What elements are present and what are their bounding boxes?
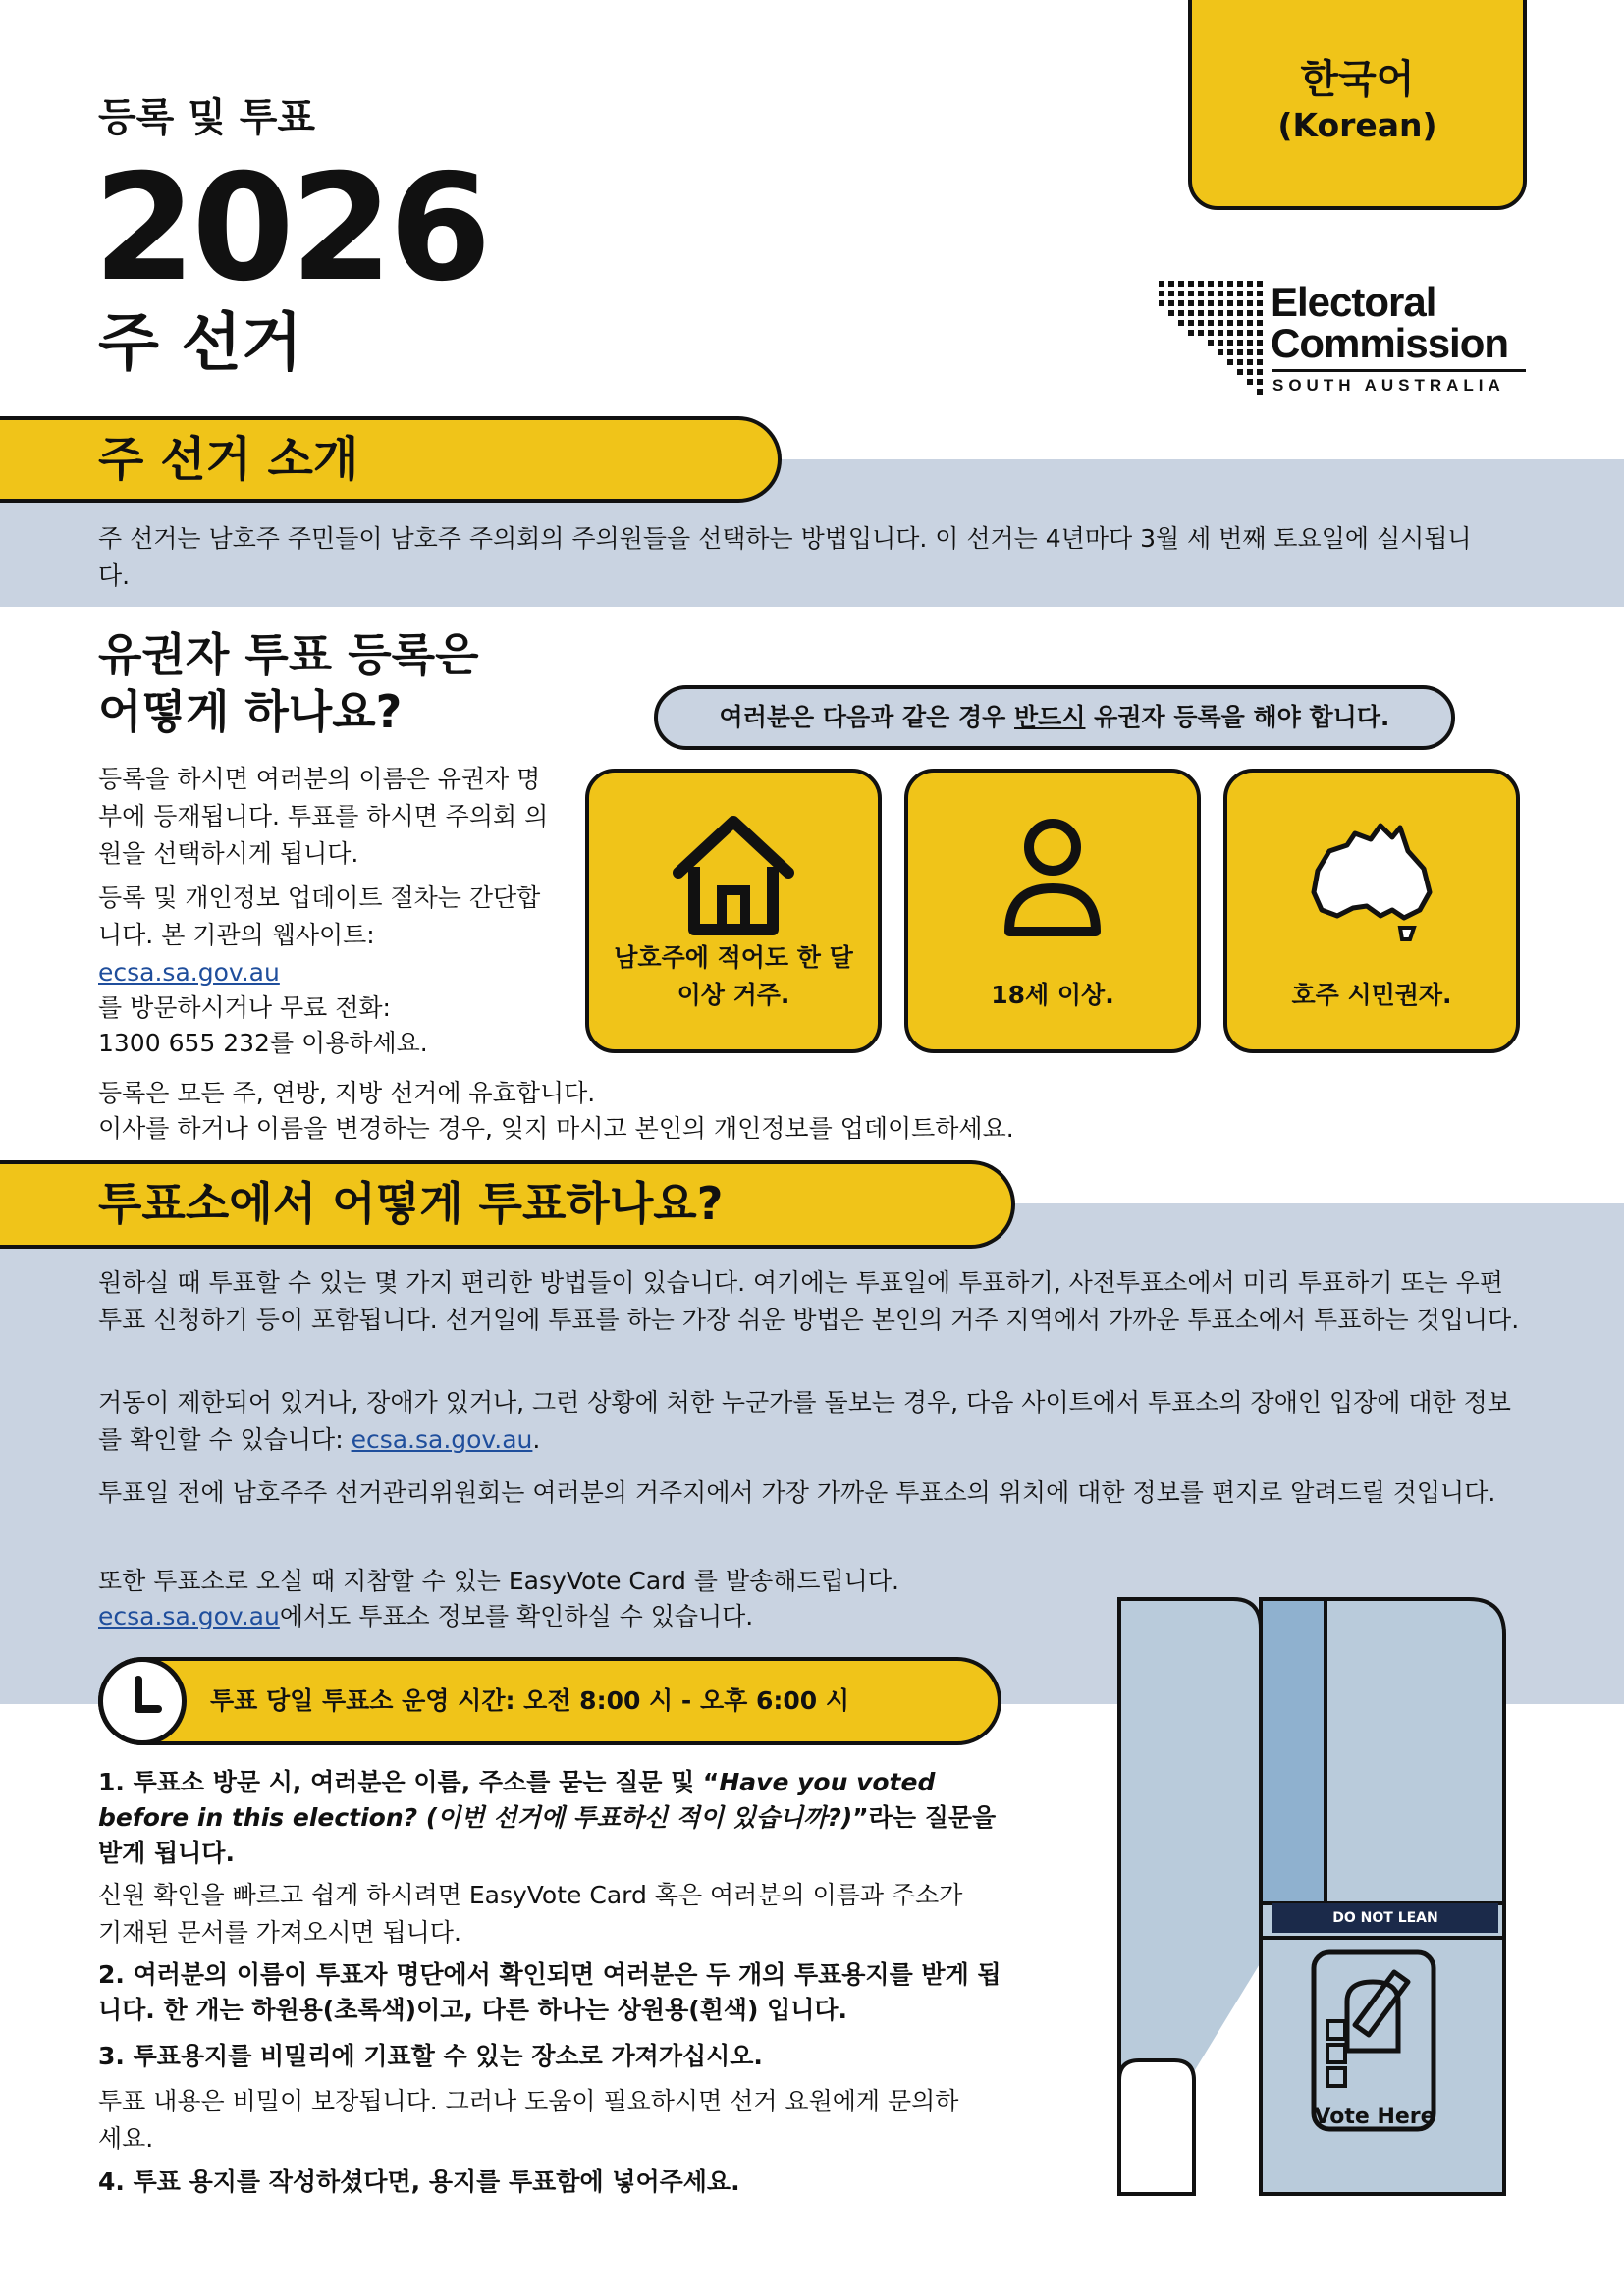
ecsa-website-link[interactable]: ecsa.sa.gov.au	[98, 958, 280, 987]
australia-map-icon	[1298, 812, 1445, 949]
must-enrol-banner	[654, 685, 1455, 750]
enrol-para2: 등록 및 개인정보 업데이트 절차는 간단합니다. 본 기관의 웹사이트:	[98, 883, 541, 949]
must-enrol-emphasis: 반드시	[1014, 703, 1086, 731]
criteria-card-residence	[585, 769, 882, 1053]
vote-para4-text: 에서도 투표소 정보를 확인하실 수 있습니다.	[279, 1602, 754, 1630]
must-enrol-suffix: 유권자 등록을 해야 합니다.	[1085, 703, 1390, 731]
vote-para4a: 또한 투표소로 오실 때 지참할 수 있는 EasyVote Card 를 발송해드립니다.	[98, 1567, 899, 1595]
logo-line1: Electoral	[1271, 279, 1436, 325]
vote-heading: 투표소에서 어떻게 투표하나요?	[98, 1177, 724, 1230]
language-badge	[1188, 0, 1527, 210]
booth-sign: DO NOT LEAN	[1332, 1910, 1438, 1926]
vote-para1: 원하실 때 투표할 수 있는 몇 가지 편리한 방법들이 있습니다. 여기에는 투표일에 투표하기, 사전투표소에서 미리 투표하기 또는 우편 투표 신청하기 등이 포함됩니다. 선거일에 투표를 하는 가장 쉬운 방법은 본인의 거주 지역에서 가까운 투표소에서 투표하는 것입니다.	[98, 1268, 1520, 1334]
page-title-year: 2026	[93, 143, 488, 314]
enrol-heading-line1: 유권자 투표 등록은	[98, 628, 479, 681]
step-1-lead: 1. 투표소 방문 시, 여러분은 이름, 주소를 묻는 질문 및 “	[98, 1768, 720, 1796]
enrol-heading-line2: 어떻게 하나요?	[98, 685, 403, 738]
must-enrol-prefix: 여러분은 다음과 같은 경우	[719, 703, 1015, 731]
step-1	[98, 1765, 1021, 1871]
polling-hours: 투표 당일 투표소 운영 시간: 오전 8:00 시 - 오후 6:00 시	[210, 1686, 850, 1715]
logo-line2: Commission	[1271, 320, 1509, 366]
booth-label: Vote Here	[1314, 2105, 1435, 2129]
person-icon	[994, 812, 1111, 939]
vote-para4b	[98, 1598, 1178, 1635]
clock-icon	[98, 1657, 187, 1745]
vote-para3: 투표일 전에 남호주주 선거관리위원회는 여러분의 거주지에서 가장 가까운 투표소의 위치에 대한 정보를 편지로 알려드릴 것입니다.	[98, 1478, 1496, 1507]
enrol-para4a: 등록은 모든 주, 연방, 지방 선거에 유효합니다.	[98, 1079, 596, 1107]
step-3-body: 투표 내용은 비밀이 보장됩니다. 그러나 도움이 필요하시면 선거 요원에게 문의하세요.	[98, 2087, 959, 2153]
logo-line3: SOUTH AUSTRALIA	[1272, 376, 1505, 395]
logo-rule	[1272, 369, 1526, 372]
criteria-card-age	[904, 769, 1201, 1053]
ecsa-logo	[1159, 281, 1532, 399]
criteria-label-residence: 남호주에 적어도 한 달 이상 거주.	[614, 943, 853, 1009]
logo-dot-grid-icon	[1159, 281, 1267, 395]
step-1-body: 신원 확인을 빠르고 쉽게 하시려면 EasyVote Card 혹은 여러분의 이름과 주소가 기재된 문서를 가져오시면 됩니다.	[98, 1881, 963, 1947]
step-1-question: Have you voted before in this election? (이번 선거에 투표하신 적이 있습니까?)	[98, 1768, 936, 1832]
intro-heading: 주 선거 소개	[98, 432, 359, 487]
language-english: (Korean)	[1277, 106, 1437, 144]
vote-para4-link[interactable]: ecsa.sa.gov.au	[98, 1602, 280, 1630]
step-3: 3. 투표용지를 비밀리에 기표할 수 있는 장소로 가져가십시오.	[98, 2042, 763, 2070]
house-icon	[665, 812, 802, 939]
enrol-para3b: 1300 655 232를 이용하세요.	[98, 1029, 428, 1057]
page-subtitle: 주 선거	[98, 307, 302, 380]
criteria-label-age: 18세 이상.	[991, 981, 1114, 1009]
enrol-para3a: 를 방문하시거나 무료 전화:	[98, 993, 391, 1022]
criteria-label-citizen: 호주 시민권자.	[1291, 981, 1452, 1009]
vote-para2-end: .	[532, 1425, 541, 1454]
step-1-end: ”라는 질문을 받게 됩니다.	[98, 1803, 997, 1867]
enrol-heading	[98, 626, 479, 740]
step-4: 4. 투표 용지를 작성하셨다면, 용지를 투표함에 넣어주세요.	[98, 2167, 740, 2196]
step-2: 2. 여러분의 이름이 투표자 명단에서 확인되면 여러분은 두 개의 투표용지를 받게 됩니다. 한 개는 하원용(초록색)이고, 다른 하나는 상원용(흰색) 입니다.	[98, 1960, 1001, 2024]
language-native: 한국어	[1300, 57, 1415, 102]
criteria-card-citizen	[1223, 769, 1520, 1053]
header-kicker: 등록 및 투표	[98, 95, 316, 140]
vote-para2-link[interactable]: ecsa.sa.gov.au	[351, 1425, 533, 1454]
vote-para2-text: 거동이 제한되어 있거나, 장애가 있거나, 그런 상황에 처한 누군가를 돌보는 경우, 다음 사이트에서 투표소의 장애인 입장에 대한 정보를 확인할 수 있습니다:	[98, 1388, 1511, 1454]
vote-para2	[98, 1384, 1532, 1459]
intro-body: 주 선거는 남호주 주민들이 남호주 주의회의 주의원들을 선택하는 방법입니다. 이 선거는 4년마다 3월 세 번째 토요일에 실시됩니다.	[98, 524, 1472, 590]
enrol-para4b: 이사를 하거나 이름을 변경하는 경우, 잊지 마시고 본인의 개인정보를 업데이트하세요.	[98, 1114, 1014, 1143]
enrol-para1: 등록을 하시면 여러분의 이름은 유권자 명부에 등재됩니다. 투표를 하시면 주의회 의원을 선택하시게 됩니다.	[98, 765, 549, 868]
